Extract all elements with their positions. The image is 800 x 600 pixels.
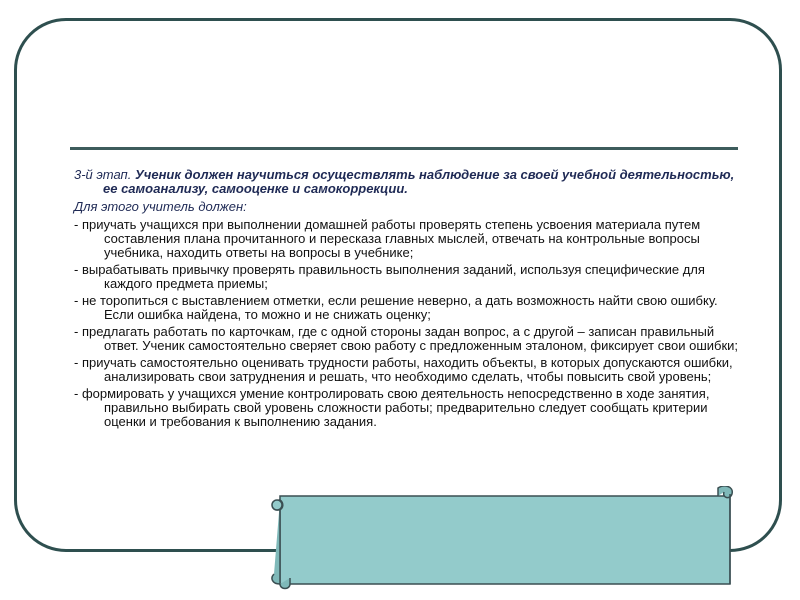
stage-label: 3-й этап. [74, 167, 132, 182]
slide-content [74, 168, 744, 432]
list-item: - не торопиться с выставлением отметки, если решение неверно, а дать возможность найти свою ошибку. Если ошибка найдена, то можно и не снижать оценку; [74, 293, 718, 322]
list-item: - формировать у учащихся умение контролировать свою деятельность непосредственно в ходе занятия, правильно выбирать свой уровень сложности работы; предварительно следует сообщать критерии оценки и требования к выполнению задания. [74, 386, 710, 429]
stage-heading-text: Ученик должен научиться осуществлять наблюдение за своей учебной деятельностью, ее самоанализу, самооценке и самокоррекции. [103, 167, 735, 196]
scroll-body [280, 496, 730, 584]
scroll-banner-icon [268, 486, 740, 590]
list-item: - предлагать работать по карточкам, где с одной стороны задан вопрос, а с другой – записан правильный ответ. Ученик самостоятельно сверяет свою работу с предложенным эталоном, фиксирует свои ошибки; [74, 324, 739, 353]
scroll-left-curl [272, 500, 282, 510]
list-item: - приучать самостоятельно оценивать трудности работы, находить объекты, в которых допускаются ошибки, анализировать свои затруднения и решать, что необходимо сделать, чтобы повысить свой уровень; [74, 355, 733, 384]
task-list [74, 218, 744, 429]
list-item: - вырабатывать привычку проверять правильность выполнения заданий, используя специфические для каждого предмета приемы; [74, 262, 705, 291]
stage-heading [74, 168, 744, 196]
teacher-subheading: Для этого учитель должен: [74, 199, 247, 214]
list-item: - приучать учащихся при выполнении домашней работы проверять степень усвоения материала путем составления плана прочитанного и пересказа главных мыслей, отвечать на контрольные вопросы учебника, находить ответы на вопросы в учебнике; [74, 217, 701, 260]
horizontal-rule [70, 147, 738, 150]
